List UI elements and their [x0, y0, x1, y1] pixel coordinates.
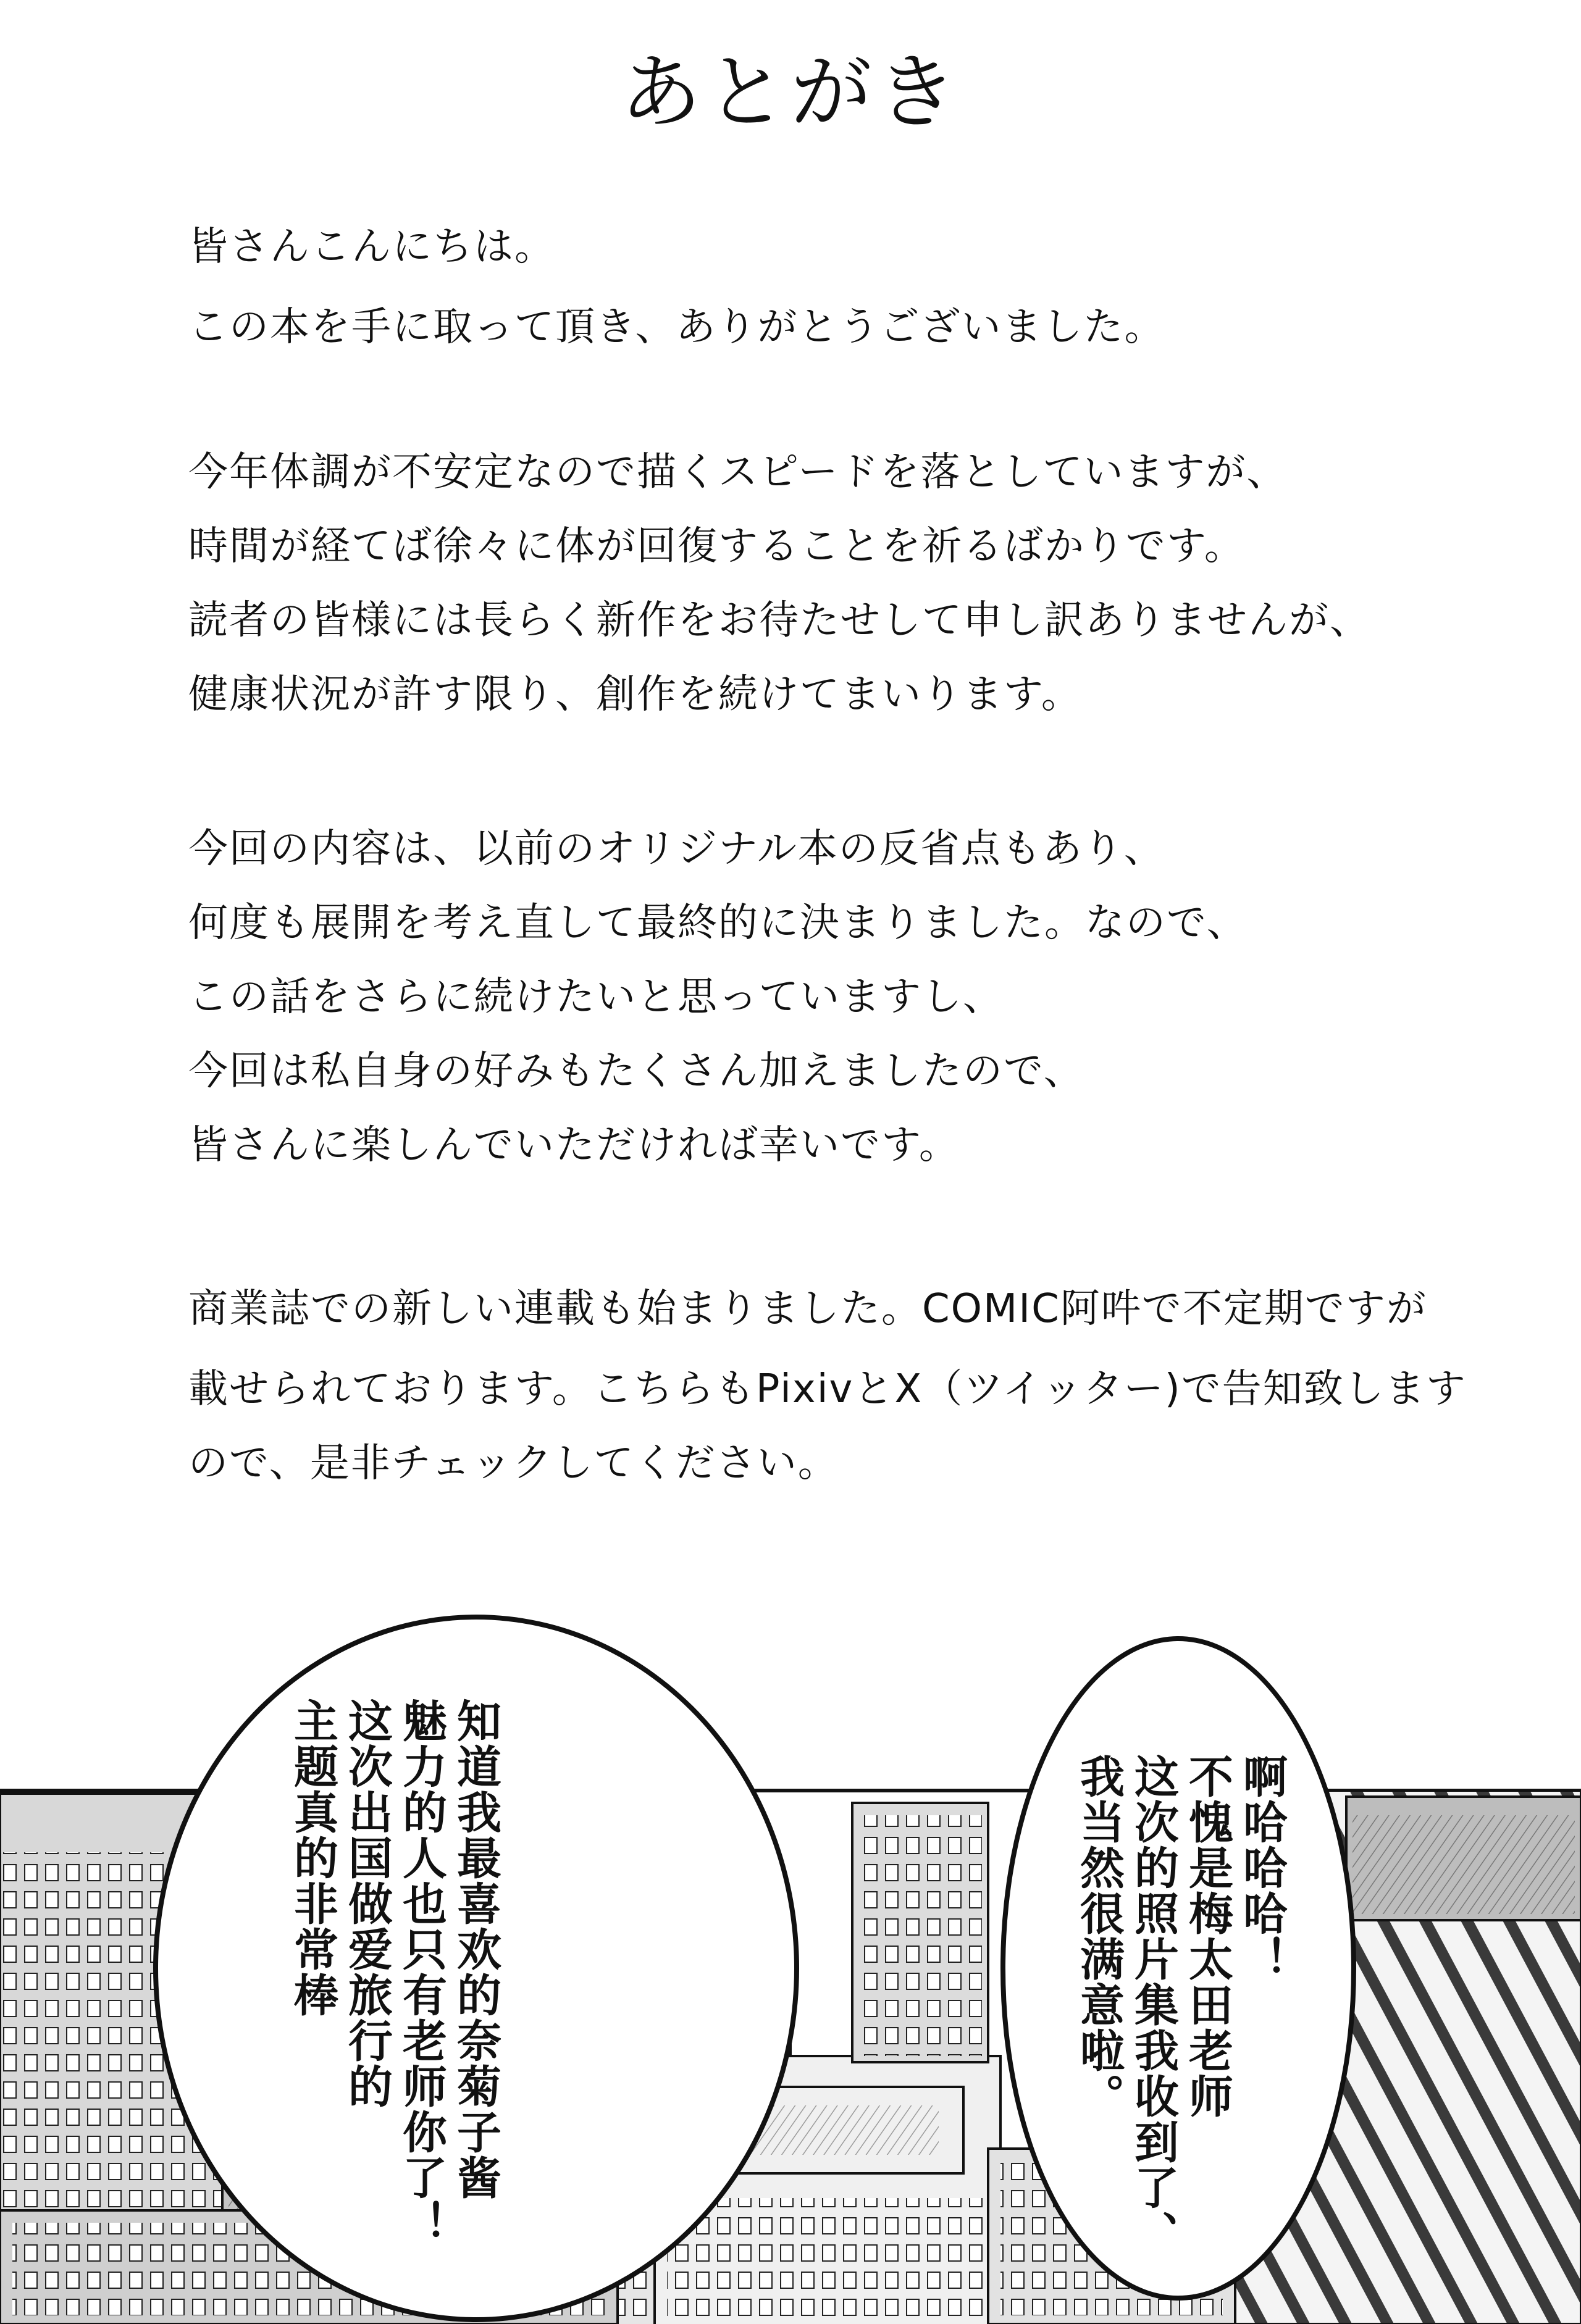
text-line: この話をさらに続けたいと思っていますし、	[188, 974, 1004, 1020]
text-line: 時間が経てば徐々に体が回復することを祈るばかりです。	[188, 524, 1245, 569]
speech-line: 这次出国做爱旅行的	[341, 1698, 393, 2109]
speech-line: 这次的照片集我收到了、	[1127, 1753, 1179, 2256]
text-line: 皆さんこんにちは。	[188, 224, 555, 270]
text-line: 何度も展開を考え直して最終的に決まりました。なので、	[188, 900, 1248, 946]
speech-line: 知道我最喜欢的奈菊子酱	[450, 1698, 501, 2201]
text-line: 皆さんに楽しんでいただければ幸いです。	[188, 1122, 960, 1168]
speech-line: 啊哈哈哈！	[1236, 1753, 1288, 1982]
text-line: 読者の皆様には長らく新作をお待たせして申し訳ありませんが、	[188, 598, 1370, 643]
text-line: 健康状況が許す限り、創作を続けてまいります。	[188, 672, 1082, 717]
speech-line: 我当然很满意啦。	[1073, 1753, 1125, 2119]
speech-line: 不愧是梅太田老师	[1181, 1753, 1233, 2119]
text-line: 商業誌での新しい連載も始まりました。COMIC阿吽で不定期ですが	[188, 1286, 1427, 1332]
speech-text-left	[285, 1698, 503, 2254]
text-line: ので、是非チェックしてください。	[188, 1440, 839, 1486]
text-line: 今回は私自身の好みもたくさん加えましたので、	[188, 1048, 1084, 1094]
speech-text-right	[1071, 1753, 1289, 2256]
text-line: この本を手に取って頂き、ありがとうございました。	[188, 304, 1165, 350]
speech-line: 主题真的非常棒	[287, 1698, 338, 2018]
text-line: 載せられております。こちらもPixivとX（ツイッター)で告知致します	[188, 1366, 1467, 1412]
speech-line: 魅力的人也只有老师你了！	[395, 1698, 447, 2246]
page-title: あとがき	[620, 45, 961, 140]
text-line: 今回の内容は、以前のオリジナル本の反省点もあり、	[188, 826, 1165, 872]
text-line: 今年体調が不安定なので描くスピードを落としていますが、	[188, 449, 1288, 495]
